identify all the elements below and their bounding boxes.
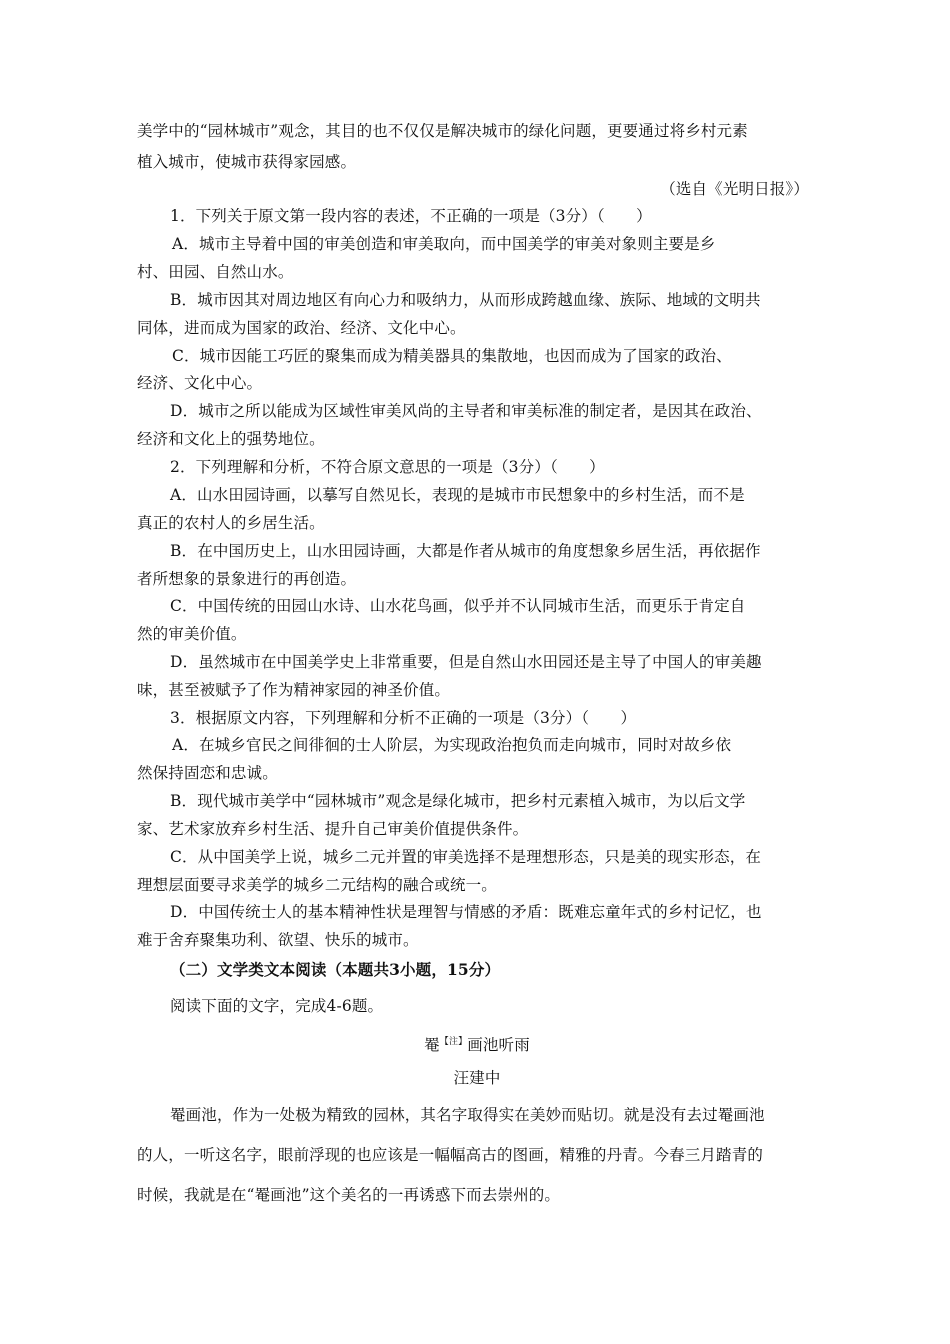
q2-option-d-line-2: 味，甚至被赋予了作为精神家园的神圣价值。 [137,681,451,699]
intro-line-1: 美学中的“园林城市”观念，其目的也不仅仅是解决城市的绿化问题，更要通过将乡村元素 [137,122,748,140]
q2-option-a-line-1: A．山水田园诗画，以摹写自然见长，表现的是城市市民想象中的乡村生活，而不是 [170,486,745,504]
q1-option-b-line-2: 同体，进而成为国家的政治、经济、文化中心。 [137,319,466,337]
source-citation: （选自《光明日报》） [660,180,809,198]
q3-option-c-line-1: C．从中国美学上说，城乡二元并置的审美选择不是理想形态，只是美的现实形态，在 [170,848,762,866]
q3-option-c-line-2: 理想层面要寻求美学的城乡二元结构的融合或统一。 [137,876,497,894]
q3-option-d-line-1: D．中国传统士人的基本精神性状是理智与情感的矛盾：既难忘童年式的乡村记忆，也 [170,903,762,921]
article-paragraph-line-2: 的人，一听这名字，眼前浮现的也应该是一幅幅高古的图画，精雅的丹青。今春三月踏青的 [137,1146,764,1164]
article-paragraph-line-1: 罨画池，作为一处极为精致的园林，其名字取得实在美妙而贴切。就是没有去过罨画池 [170,1106,765,1124]
q3-stem: 3．根据原文内容，下列理解和分析不正确的一项是（3分）（ ） [170,709,637,727]
q3-option-d-line-2: 难于舍弃聚集功利、欲望、快乐的城市。 [137,931,419,949]
q3-option-a-line-2: 然保持固恋和忠诚。 [137,764,278,782]
q2-option-c-line-2: 然的审美价值。 [137,625,247,643]
section-heading: （二）文学类文本阅读（本题共3小题，15分） [170,960,501,979]
reading-instruction: 阅读下面的文字，完成4-6题。 [170,997,384,1015]
q2-option-b-line-1: B．在中国历史上，山水田园诗画，大都是作者从城市的角度想象乡居生活，再依据作 [170,542,761,560]
q2-option-b-line-2: 者所想象的景象进行的再创造。 [137,570,357,588]
q1-stem: 1．下列关于原文第一段内容的表述，不正确的一项是（3分）（ ） [170,207,652,225]
footnote-marker: 【注】 [439,1037,468,1047]
q1-option-b-line-1: B．城市因其对周边地区有向心力和吸纳力，从而形成跨越血缘、族际、地域的文明共 [170,291,761,309]
q2-stem: 2．下列理解和分析，不符合原文意思的一项是（3分）（ ） [170,458,605,476]
article-title [137,1031,817,1056]
intro-line-2: 植入城市，使城市获得家园感。 [137,153,357,171]
q3-option-b-line-1: B．现代城市美学中“园林城市”观念是绿化城市，把乡村元素植入城市，为以后文学 [170,792,746,810]
q3-option-b-line-2: 家、艺术家放弃乡村生活、提升自己审美价值提供条件。 [137,820,529,838]
article-title-end: 画池听雨 [467,1036,530,1054]
q3-option-a-line-1: A．在城乡官民之间徘徊的士人阶层，为实现政治抱负而走向城市，同时对故乡依 [172,736,732,754]
article-author: 汪建中 [453,1069,501,1087]
article-paragraph-line-3: 时候，我就是在“罨画池”这个美名的一再诱惑下而去崇州的。 [137,1186,561,1204]
q1-option-a-line-1: A．城市主导着中国的审美创造和审美取向，而中国美学的审美对象则主要是乡 [172,235,716,253]
q1-option-c-line-1: C．城市因能工巧匠的聚集而成为精美器具的集散地，也因而成为了国家的政治、 [172,347,732,365]
q1-option-d-line-1: D．城市之所以能成为区域性审美风尚的主导者和审美标准的制定者，是因其在政治、 [170,402,762,420]
q1-option-a-line-2: 村、田园、自然山水。 [137,263,294,281]
q1-option-d-line-2: 经济和文化上的强势地位。 [137,430,325,448]
q2-option-c-line-1: C．中国传统的田园山水诗、山水花鸟画，似乎并不认同城市生活，而更乐于肯定自 [170,597,746,615]
q2-option-d-line-1: D．虽然城市在中国美学史上非常重要，但是自然山水田园还是主导了中国人的审美趣 [170,653,762,671]
q1-option-c-line-2: 经济、文化中心。 [137,374,263,392]
article-title-start: 罨 [424,1036,440,1054]
q2-option-a-line-2: 真正的农村人的乡居生活。 [137,514,325,532]
